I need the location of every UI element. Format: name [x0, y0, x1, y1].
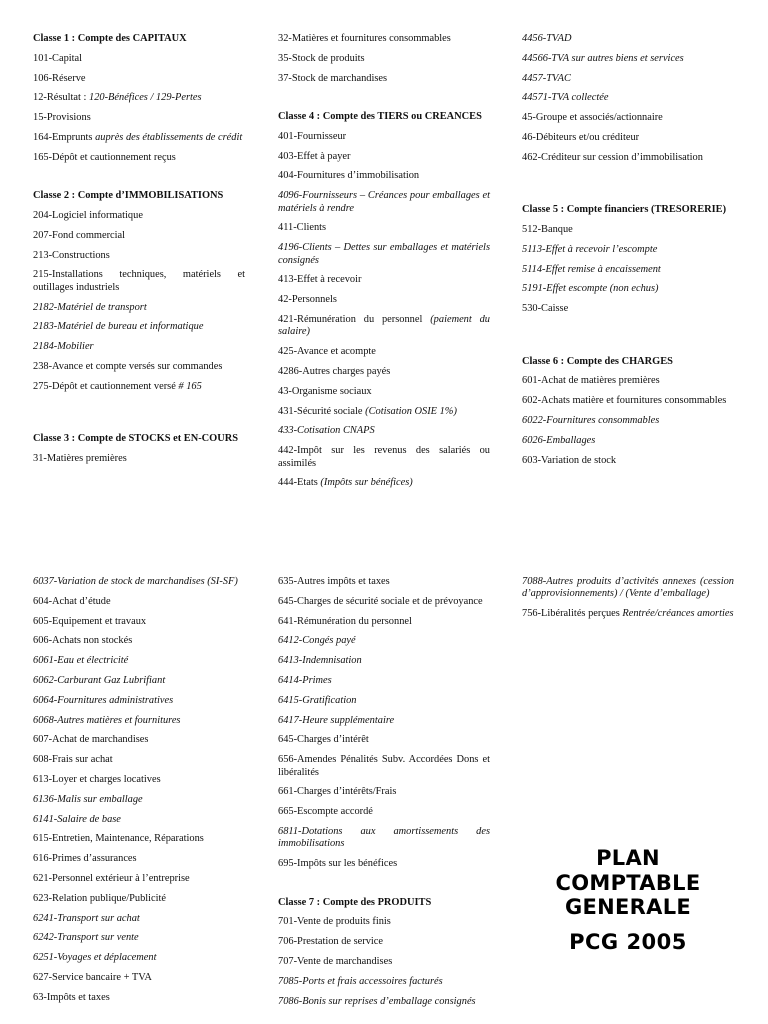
account-entry	[278, 190, 490, 215]
class-heading	[522, 204, 734, 216]
account-entry-text: 15-Provisions	[33, 112, 91, 124]
account-entry-text: 707-Vente de marchandises	[278, 955, 393, 967]
account-column-3	[522, 33, 734, 474]
account-entry	[278, 477, 490, 489]
account-entry-text: # 165	[178, 380, 202, 392]
account-column-1	[33, 33, 245, 473]
account-entry-text: 5191-Effet escompte (non echus)	[522, 283, 659, 295]
account-entry	[33, 853, 245, 865]
account-entry-text: 606-Achats non stockés	[33, 635, 133, 647]
account-entry-text: 413-Effet à recevoir	[278, 274, 362, 286]
account-entry	[278, 73, 490, 85]
account-entry-text: 42-Personnels	[278, 294, 337, 306]
account-entry-text: 165-Dépôt et cautionnement reçus	[33, 151, 176, 163]
account-entry-text: 12-Résultat :	[33, 92, 89, 104]
account-entry	[522, 152, 734, 164]
class-heading	[278, 897, 490, 909]
account-entry-text: 616-Primes d’assurances	[33, 853, 137, 865]
account-entry-text: 641-Rémunération du personnel	[278, 615, 412, 627]
account-entry-text: 6242-Transport sur vente	[33, 932, 139, 944]
account-entry-text: 462-Créditeur sur cession d’immobilisation	[522, 151, 703, 163]
account-entry	[33, 616, 245, 628]
account-entry-text: 4286-Autres charges payés	[278, 365, 391, 377]
account-entry-text: (paiement du salaire)	[278, 313, 490, 338]
account-entry-text: 608-Frais sur achat	[33, 754, 113, 766]
account-entry-text: 615-Entretien, Maintenance, Réparations	[33, 833, 204, 845]
account-entry-text: 6037-Variation de stock de marchandises (SI-SF)	[33, 576, 238, 587]
account-entry	[33, 92, 245, 104]
account-entry	[33, 302, 245, 314]
account-entry	[278, 635, 490, 647]
account-entry	[522, 264, 734, 276]
class-heading	[33, 33, 245, 45]
class-heading-text: Classe 3 : Compte de STOCKS et EN-COURS	[33, 433, 239, 445]
account-entry-text: 403-Effet à payer	[278, 150, 351, 162]
account-entry-text: 444-Etats	[278, 477, 321, 489]
account-entry	[278, 596, 490, 608]
account-entry	[278, 715, 490, 727]
account-entry	[33, 972, 245, 984]
account-column-6	[522, 576, 734, 628]
account-entry	[33, 341, 245, 353]
account-entry	[278, 956, 490, 968]
account-entry-text: 46-Débiteurs et/ou créditeur	[522, 131, 640, 143]
account-entry-text: 6414-Primes	[278, 674, 332, 686]
account-entry	[33, 675, 245, 687]
account-entry-text: auprès des établissements de crédit	[95, 131, 243, 143]
account-entry	[278, 445, 490, 470]
account-entry	[278, 655, 490, 667]
account-entry-text: 4457-TVAC	[522, 72, 571, 84]
account-entry	[522, 132, 734, 144]
account-entry-text: 530-Caisse	[522, 303, 569, 315]
account-entry	[33, 596, 245, 608]
account-entry-text: 605-Equipement et travaux	[33, 615, 147, 627]
account-entry-text: 607-Achat de marchandises	[33, 734, 149, 746]
account-entry	[33, 112, 245, 124]
account-entry	[33, 250, 245, 262]
account-entry	[522, 33, 734, 45]
account-entry-text: 44566-TVA sur autres biens et services	[522, 52, 684, 64]
account-entry	[33, 873, 245, 885]
class-heading-text: Classe 4 : Compte des TIERS ou CREANCES	[278, 111, 482, 122]
account-entry	[278, 754, 490, 779]
account-entry-text: 621-Personnel extérieur à l’entreprise	[33, 872, 190, 884]
account-entry	[522, 244, 734, 256]
account-entry-text: 5113-Effet à recevoir l’escompte	[522, 243, 658, 255]
account-entry-text: 120-Bénéfices / 129-Pertes	[89, 92, 202, 104]
account-entry	[33, 269, 245, 294]
account-entry-text: 7088-Autres produits d’activités annexes (cession d’approvisionnements) / (Vente d’emballage)	[522, 576, 734, 600]
title-line-3: GENERALE	[564, 895, 692, 919]
account-entry	[278, 425, 490, 437]
account-entry	[278, 222, 490, 234]
account-entry-text: 35-Stock de produits	[278, 52, 365, 64]
account-entry	[278, 274, 490, 286]
account-entry-text: 656-Amendes Pénalités Subv. Accordées Dons et libéralités	[278, 754, 490, 778]
class-heading-text: Classe 5 : Compte financiers (TRESORERIE)	[522, 204, 727, 216]
account-entry	[33, 655, 245, 667]
account-entry	[522, 224, 734, 236]
account-entry	[33, 913, 245, 925]
account-entry-text: 404-Fournitures d’immobilisation	[278, 170, 420, 182]
account-entry	[522, 112, 734, 124]
class-heading	[278, 111, 490, 123]
account-entry-text: 215-Installations techniques, matériels et outillages industriels	[33, 269, 245, 293]
account-entry-text: 431-Sécurité sociale	[278, 405, 366, 417]
account-entry-text: 635-Autres impôts et taxes	[278, 576, 390, 587]
account-entry	[33, 774, 245, 786]
class-heading-text: Classe 2 : Compte d’IMMOBILISATIONS	[33, 190, 224, 202]
account-entry	[278, 675, 490, 687]
account-entry	[522, 435, 734, 447]
class-heading-text: Classe 7 : Compte des PRODUITS	[278, 896, 432, 908]
account-entry-text: 31-Matières premières	[33, 452, 127, 464]
account-entry-text: 164-Emprunts	[33, 131, 96, 143]
account-entry-text: 43-Organisme sociaux	[278, 385, 372, 397]
account-entry	[33, 321, 245, 333]
account-entry-text: 756-Libéralités perçues	[522, 608, 623, 620]
account-entry	[278, 366, 490, 378]
account-entry	[278, 976, 490, 988]
account-entry-text: 6251-Voyages et déplacement	[33, 952, 157, 964]
account-entry-text: 602-Achats matière et fournitures consommables	[522, 395, 727, 407]
account-column-5	[278, 576, 490, 1015]
account-entry	[278, 242, 490, 267]
account-entry	[33, 794, 245, 806]
account-entry-text: 695-Impôts sur les bénéfices	[278, 858, 398, 870]
account-entry	[278, 786, 490, 798]
account-entry-text: Rentrée/créances amorties	[622, 608, 734, 620]
account-entry	[33, 230, 245, 242]
account-entry-text: 604-Achat d’étude	[33, 595, 111, 607]
account-entry-text: 4456-TVAD	[522, 33, 572, 44]
account-entry-text: 4196-Clients – Dettes sur emballages et matériels consignés	[278, 242, 490, 266]
account-entry-text: 6811-Dotations aux amortissements des immobilisations	[278, 825, 490, 850]
account-entry-text: 106-Réserve	[33, 72, 86, 84]
account-entry-text: 603-Variation de stock	[522, 454, 617, 466]
account-entry	[278, 826, 490, 851]
account-entry	[522, 608, 734, 620]
account-entry-text: 275-Dépôt et cautionnement versé	[33, 380, 179, 392]
account-entry	[522, 53, 734, 65]
account-entry	[278, 996, 490, 1008]
account-entry-text: 5114-Effet remise à encaissement	[522, 263, 661, 275]
account-entry	[522, 455, 734, 467]
account-entry-text: 665-Escompte accordé	[278, 806, 373, 818]
account-entry-text: 661-Charges d’intérêts/Frais	[278, 786, 397, 798]
account-entry	[278, 294, 490, 306]
account-entry-text: 433-Cotisation CNAPS	[278, 425, 375, 437]
account-entry	[278, 936, 490, 948]
account-entry-text: 411-Clients	[278, 222, 327, 234]
account-entry	[522, 395, 734, 407]
account-entry-text: 613-Loyer et charges locatives	[33, 773, 161, 785]
account-entry-text: 44571-TVA collectée	[522, 92, 609, 104]
account-entry-text: 601-Achat de matières premières	[522, 375, 660, 387]
account-entry-text: 63-Impôts et taxes	[33, 991, 110, 1003]
account-entry	[522, 92, 734, 104]
account-entry	[33, 814, 245, 826]
account-entry-text: 6061-Eau et électricité	[33, 655, 129, 667]
account-entry-text: 623-Relation publique/Publicité	[33, 892, 167, 904]
account-entry-text: 425-Avance et acompte	[278, 346, 376, 358]
class-heading	[33, 433, 245, 445]
title-pcg-year: PCG 2005	[569, 929, 687, 954]
account-entry	[278, 33, 490, 45]
account-entry-text: 442-Impôt sur les revenus des salariés ou assimilés	[278, 445, 490, 469]
account-entry-text: 37-Stock de marchandises	[278, 72, 388, 84]
account-entry-text: 6413-Indemnisation	[278, 655, 362, 667]
account-entry	[33, 132, 245, 144]
class-heading	[33, 190, 245, 202]
account-entry	[278, 151, 490, 163]
account-entry-text: 6026-Emballages	[522, 434, 596, 446]
account-entry	[33, 635, 245, 647]
account-entry-text: 4096-Fournisseurs – Créances pour emballages et matériels à rendre	[278, 190, 490, 214]
account-entry	[522, 576, 734, 601]
account-entry-text: 6136-Malis sur emballage	[33, 793, 143, 805]
account-entry-text: 2182-Matériel de transport	[33, 301, 147, 313]
class-heading-text: Classe 6 : Compte des CHARGES	[522, 355, 673, 367]
account-entry	[33, 381, 245, 393]
account-entry-text: 213-Constructions	[33, 249, 110, 261]
account-column-4	[33, 576, 245, 1012]
account-entry	[33, 695, 245, 707]
account-entry	[278, 53, 490, 65]
account-entry	[278, 131, 490, 143]
class-heading-text: Classe 1 : Compte des CAPITAUX	[33, 33, 187, 44]
account-entry	[522, 415, 734, 427]
account-entry-text: 706-Prestation de service	[278, 936, 384, 948]
account-entry-text: 2184-Mobilier	[33, 341, 94, 353]
document-title	[522, 846, 734, 954]
account-entry-text: 6022-Fournitures consommables	[522, 414, 660, 426]
account-entry	[33, 210, 245, 222]
account-entry-text: 238-Avance et compte versés sur commandes	[33, 360, 223, 372]
class-heading	[522, 356, 734, 368]
account-entry-text: 204-Logiciel informatique	[33, 209, 143, 221]
account-entry	[33, 715, 245, 727]
account-entry	[33, 734, 245, 746]
account-entry	[33, 453, 245, 465]
account-entry-text: 6064-Fournitures administratives	[33, 694, 174, 706]
account-entry	[33, 952, 245, 964]
account-entry	[33, 893, 245, 905]
account-entry	[33, 833, 245, 845]
account-entry-text: 207-Fond commercial	[33, 229, 126, 241]
account-entry-text: 32-Matières et fournitures consommables	[278, 33, 451, 44]
account-entry-text: (Cotisation OSIE 1%)	[365, 405, 457, 417]
account-entry	[33, 152, 245, 164]
account-entry-text: (Impôts sur bénéfices)	[320, 477, 413, 489]
account-entry-text: 512-Banque	[522, 223, 573, 235]
account-entry	[33, 361, 245, 373]
account-entry-text: 6068-Autres matières et fournitures	[33, 714, 181, 726]
account-entry-text: 6415-Gratification	[278, 694, 357, 706]
account-entry-text: 7086-Bonis sur reprises d’emballage consignés	[278, 995, 476, 1007]
account-entry-text: 6412-Congés payé	[278, 635, 356, 647]
account-entry	[278, 346, 490, 358]
account-entry	[278, 806, 490, 818]
account-entry-text: 645-Charges d’intérêt	[278, 734, 369, 746]
account-entry	[33, 754, 245, 766]
account-entry-text: 627-Service bancaire + TVA	[33, 971, 152, 983]
account-entry	[278, 386, 490, 398]
account-entry-text: 645-Charges de sécurité sociale et de prévoyance	[278, 595, 483, 607]
title-line-1: PLAN	[596, 846, 660, 870]
account-entry	[522, 73, 734, 85]
account-entry	[33, 932, 245, 944]
account-entry	[278, 576, 490, 588]
account-entry-text: 6141-Salaire de base	[33, 813, 121, 825]
account-entry	[278, 406, 490, 418]
account-entry	[278, 170, 490, 182]
account-entry-text: 7085-Ports et frais accessoires facturés	[278, 975, 443, 987]
account-entry-text: 421-Rémunération du personnel	[278, 313, 431, 325]
account-entry	[278, 616, 490, 628]
account-entry-text: 101-Capital	[33, 52, 83, 64]
account-entry	[522, 375, 734, 387]
account-column-2	[278, 33, 490, 497]
account-entry-text: 2183-Matériel de bureau et informatique	[33, 321, 204, 333]
account-entry-text: 401-Fournisseur	[278, 130, 347, 142]
account-entry	[278, 314, 490, 339]
account-entry-text: 45-Groupe et associés/actionnaire	[522, 112, 663, 124]
account-entry	[33, 53, 245, 65]
account-entry-text: 6241-Transport sur achat	[33, 912, 140, 924]
account-entry	[33, 73, 245, 85]
account-entry	[278, 916, 490, 928]
account-entry	[522, 283, 734, 295]
account-entry-text: 6417-Heure supplémentaire	[278, 714, 395, 726]
account-entry	[278, 734, 490, 746]
title-line-2: COMPTABLE	[555, 870, 701, 895]
account-entry	[278, 695, 490, 707]
account-entry	[522, 303, 734, 315]
account-entry-text: 701-Vente de produits finis	[278, 916, 391, 928]
account-entry	[33, 992, 245, 1004]
account-entry	[278, 858, 490, 870]
account-entry	[33, 576, 245, 588]
account-entry-text: 6062-Carburant Gaz Lubrifiant	[33, 674, 166, 686]
